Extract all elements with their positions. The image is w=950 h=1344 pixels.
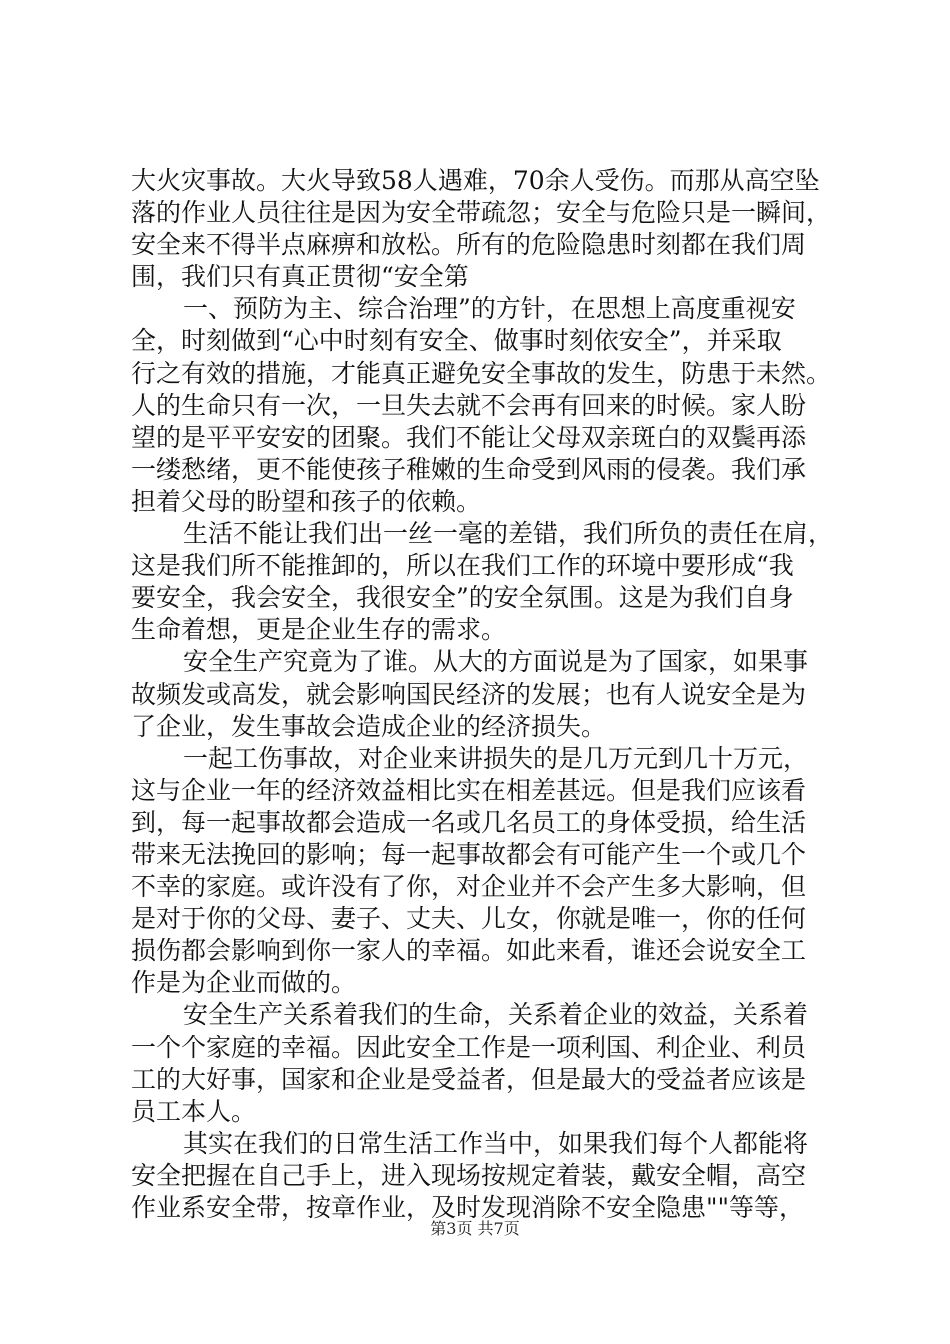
text-line: 生活不能让我们出一丝一毫的差错，我们所负的责任在肩， bbox=[183, 519, 834, 549]
text-line: 安全来不得半点麻痹和放松。所有的危险隐患时刻都在我们周 bbox=[131, 230, 807, 260]
text-line: 工的大好事，国家和企业是受益者，但是最大的受益者应该是 bbox=[131, 1064, 807, 1094]
text-line: 望的是平平安安的团聚。我们不能让父母双亲斑白的双鬓再添 bbox=[131, 422, 807, 452]
text-line: 围，我们只有真正贯彻“安全第 bbox=[131, 262, 469, 292]
text-line: 作业系安全带，按章作业，及时发现消除不安全隐患""等等， bbox=[131, 1193, 805, 1222]
text-line: 大火灾事故。大火导致58人遇难，70余人受伤。而那从高空坠 bbox=[131, 166, 820, 195]
text-line: 一、预防为主、综合治理”的方针，在思想上高度重视安 bbox=[183, 294, 796, 324]
text-line: 要安全，我会安全，我很安全”的安全氛围。这是为我们自身 bbox=[131, 583, 794, 613]
document-body bbox=[131, 165, 834, 1224]
text-line: 全，时刻做到“心中时刻有安全、做事时刻依安全”，并采取 bbox=[131, 326, 782, 356]
text-line: 这是我们所不能推卸的，所以在我们工作的环境中要形成“我 bbox=[131, 551, 794, 581]
text-line: 带来无法挽回的影响；每一起事故都会有可能产生一个或几个 bbox=[131, 839, 807, 869]
page-footer: 第3页 共7页 bbox=[430, 1219, 520, 1238]
text-line: 行之有效的措施，才能真正避免安全事故的发生，防患于未然。 bbox=[131, 358, 832, 388]
text-line: 安全把握在自己手上，进入现场按规定着装，戴安全帽，高空 bbox=[131, 1160, 807, 1190]
text-line: 一起工伤事故，对企业来讲损失的是几万元到几十万元， bbox=[183, 743, 809, 773]
text-line: 生命着想，更是企业生存的需求。 bbox=[131, 615, 507, 645]
text-line: 其实在我们的日常生活工作当中，如果我们每个人都能将 bbox=[183, 1128, 809, 1158]
text-line: 到，每一起事故都会造成一名或几名员工的身体受损，给生活 bbox=[131, 807, 807, 837]
text-line: 一个个家庭的幸福。因此安全工作是一项利国、利企业、利员 bbox=[131, 1032, 807, 1062]
text-line: 担着父母的盼望和孩子的依赖。 bbox=[131, 486, 482, 516]
text-line: 损伤都会影响到你一家人的幸福。如此来看，谁还会说安全工 bbox=[131, 936, 807, 966]
text-line: 安全生产究竟为了谁。从大的方面说是为了国家，如果事 bbox=[183, 647, 809, 677]
text-line: 一缕愁绪，更不能使孩子稚嫩的生命受到风雨的侵袭。我们承 bbox=[131, 454, 807, 484]
text-line: 安全生产关系着我们的生命，关系着企业的效益，关系着 bbox=[183, 1000, 809, 1030]
text-line: 人的生命只有一次，一旦失去就不会再有回来的时候。家人盼 bbox=[131, 390, 807, 420]
text-line: 落的作业人员往往是因为安全带疏忽；安全与危险只是一瞬间， bbox=[131, 198, 832, 228]
text-line: 作是为企业而做的。 bbox=[131, 968, 357, 998]
text-line: 这与企业一年的经济效益相比实在相差甚远。但是我们应该看 bbox=[131, 775, 807, 805]
text-line: 不幸的家庭。或许没有了你，对企业并不会产生多大影响，但 bbox=[131, 872, 807, 902]
text-line: 故频发或高发，就会影响国民经济的发展；也有人说安全是为 bbox=[131, 679, 807, 709]
text-line: 员工本人。 bbox=[131, 1096, 257, 1126]
text-line: 是对于你的父母、妻子、丈夫、儿女，你就是唯一，你的任何 bbox=[131, 904, 807, 934]
text-line: 了企业，发生事故会造成企业的经济损失。 bbox=[131, 711, 607, 741]
